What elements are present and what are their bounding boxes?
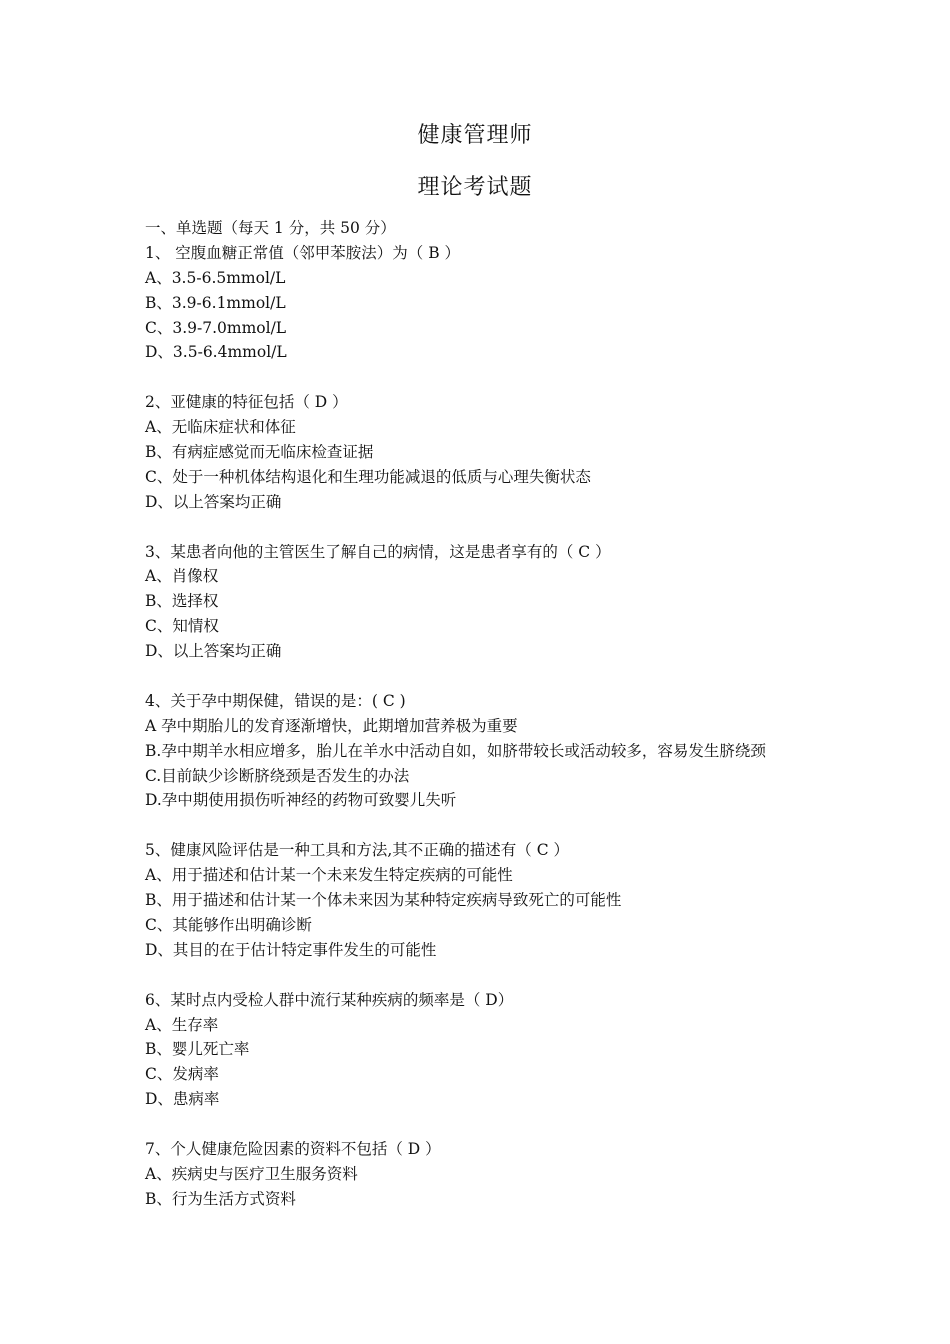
question-stem: 7、个人健康危险因素的资料不包括（ D ） [145,1139,441,1158]
option-c: C.目前缺少诊断脐绕颈是否发生的办法 [145,766,410,785]
question-spacer [145,813,925,838]
option-a: A、3.5-6.5mmol/L [145,268,286,287]
option-d: D、以上答案均正确 [145,492,282,511]
section-heading: 一、单选题（每天 1 分，共 50 分） [145,219,396,237]
question-spacer [145,365,925,390]
question-spacer [145,963,925,988]
option-b: B、选择权 [145,592,219,611]
question-spacer [145,664,925,689]
option-b: B、行为生活方式资料 [145,1189,296,1208]
option-c: C、其能够作出明确诊断 [145,915,312,934]
option-d: D、3.5-6.4mmol/L [145,343,287,362]
option-a: A、无临床症状和体征 [145,418,296,437]
option-b: B、用于描述和估计某一个体未来因为某种特定疾病导致死亡的可能性 [145,891,622,910]
question-stem: 4、关于孕中期保健，错误的是：( C ) [145,691,406,710]
option-a: A、肖像权 [145,567,219,586]
option-a: A、疾病史与医疗卫生服务资料 [145,1164,358,1183]
option-b: B、有病症感觉而无临床检查证据 [145,443,374,462]
option-c: C、处于一种机体结构退化和生理功能减退的低质与心理失衡状态 [145,467,591,486]
option-d: D、患病率 [145,1090,220,1109]
question-spacer [145,515,925,540]
option-d: D、以上答案均正确 [145,642,282,661]
document-subtitle: 理论考试题 [417,175,533,200]
option-a: A、生存率 [145,1015,219,1034]
option-c: C、3.9-7.0mmol/L [145,318,287,337]
option-c: C、知情权 [145,617,219,636]
option-a: A、用于描述和估计某一个未来发生特定疾病的可能性 [145,866,513,885]
option-b: B、3.9-6.1mmol/L [145,293,286,312]
question-spacer [145,1112,925,1137]
document-title: 健康管理师 [417,123,533,148]
question-stem: 5、健康风险评估是一种工具和方法,其不正确的描述有（ C ） [145,841,570,860]
option-b: B.孕中期羊水相应增多，胎儿在羊水中活动自如，如脐带较长或活动较多，容易发生脐绕颈 [145,741,766,760]
question-stem: 1、 空腹血糖正常值（邻甲苯胺法）为（ B ） [145,243,461,262]
option-d: D、其目的在于估计特定事件发生的可能性 [145,940,437,959]
question-stem: 2、亚健康的特征包括（ D ） [145,393,348,412]
question-body [145,216,925,1212]
option-a: A 孕中期胎儿的发育逐渐增快，此期增加营养极为重要 [145,716,518,735]
question-stem: 6、某时点内受检人群中流行某种疾病的频率是（ D） [145,990,514,1009]
option-b: B、婴儿死亡率 [145,1040,250,1059]
question-stem: 3、某患者向他的主管医生了解自己的病情，这是患者享有的（ C ） [145,542,611,561]
option-d: D.孕中期使用损伤听神经的药物可致婴儿失听 [145,791,457,810]
option-c: C、发病率 [145,1065,219,1084]
